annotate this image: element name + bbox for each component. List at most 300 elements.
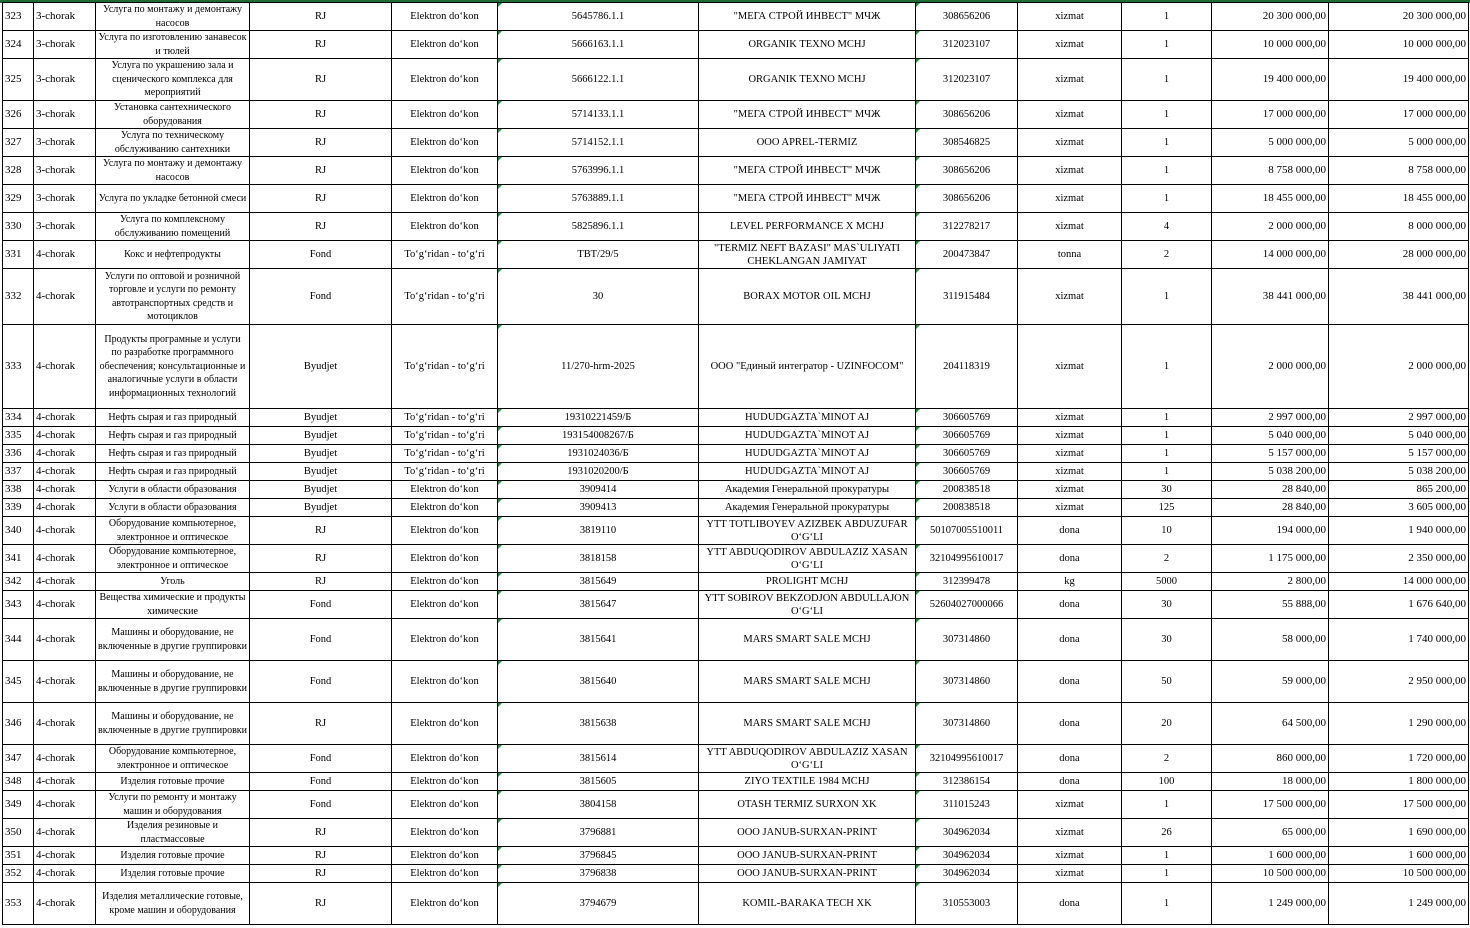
procurement-method-cell[interactable]: Elektron do‘kon xyxy=(392,847,498,865)
quantity-cell[interactable]: 1 xyxy=(1122,269,1212,325)
contract-number-cell[interactable]: 3818158 xyxy=(498,545,699,573)
quarter-cell[interactable]: 4-chorak xyxy=(34,481,96,499)
item-name-cell[interactable]: Машины и оборудование, не включенные в другие группировки xyxy=(96,703,250,745)
unit-price-cell[interactable]: 20 300 000,00 xyxy=(1212,3,1329,31)
procurement-method-cell[interactable]: Elektron do‘kon xyxy=(392,101,498,129)
item-name-cell[interactable]: Продукты програмные и услуги по разработке программного обеспечения; консультационные и аналогичные услуги в области информационных технологий xyxy=(96,325,250,409)
quarter-cell[interactable]: 4-chorak xyxy=(34,445,96,463)
funding-source-cell[interactable]: RJ xyxy=(250,3,392,31)
row-number-cell[interactable]: 350 xyxy=(3,819,34,847)
procurement-method-cell[interactable]: To‘g‘ridan - to‘g‘ri xyxy=(392,427,498,445)
quantity-cell[interactable]: 30 xyxy=(1122,591,1212,619)
unit-cell[interactable]: dona xyxy=(1018,773,1122,791)
total-amount-cell[interactable]: 10 500 000,00 xyxy=(1329,865,1469,883)
row-number-cell[interactable]: 346 xyxy=(3,703,34,745)
funding-source-cell[interactable]: RJ xyxy=(250,545,392,573)
unit-cell[interactable]: dona xyxy=(1018,517,1122,545)
quarter-cell[interactable]: 4-chorak xyxy=(34,619,96,661)
funding-source-cell[interactable]: Byudjet xyxy=(250,445,392,463)
quarter-cell[interactable]: 4-chorak xyxy=(34,463,96,481)
quantity-cell[interactable]: 50 xyxy=(1122,661,1212,703)
quantity-cell[interactable]: 2 xyxy=(1122,545,1212,573)
contract-number-cell[interactable]: 3804158 xyxy=(498,791,699,819)
quantity-cell[interactable]: 1 xyxy=(1122,427,1212,445)
unit-cell[interactable]: xizmat xyxy=(1018,499,1122,517)
supplier-name-cell[interactable]: YTT TOTLIBOYEV AZIZBEK ABDUZUFAR O‘G‘LI xyxy=(699,517,916,545)
row-number-cell[interactable]: 344 xyxy=(3,619,34,661)
quantity-cell[interactable]: 30 xyxy=(1122,481,1212,499)
unit-price-cell[interactable]: 8 758 000,00 xyxy=(1212,157,1329,185)
supplier-name-cell[interactable]: HUDUDGAZTA`MINOT AJ xyxy=(699,427,916,445)
funding-source-cell[interactable]: Byudjet xyxy=(250,499,392,517)
procurement-method-cell[interactable]: To‘g‘ridan - to‘g‘ri xyxy=(392,409,498,427)
quantity-cell[interactable]: 1 xyxy=(1122,185,1212,213)
row-number-cell[interactable]: 335 xyxy=(3,427,34,445)
item-name-cell[interactable]: Услуга по монтажу и демонтажу насосов xyxy=(96,157,250,185)
supplier-name-cell[interactable]: "МЕГА СТРОЙ ИНВЕСТ" МЧЖ xyxy=(699,101,916,129)
supplier-inn-cell[interactable]: 312399478 xyxy=(916,573,1018,591)
supplier-name-cell[interactable]: "МЕГА СТРОЙ ИНВЕСТ" МЧЖ xyxy=(699,157,916,185)
supplier-name-cell[interactable]: "МЕГА СТРОЙ ИНВЕСТ" МЧЖ xyxy=(699,3,916,31)
supplier-inn-cell[interactable]: 308656206 xyxy=(916,3,1018,31)
total-amount-cell[interactable]: 1 290 000,00 xyxy=(1329,703,1469,745)
item-name-cell[interactable]: Услуги по ремонту и монтажу машин и оборудования xyxy=(96,791,250,819)
total-amount-cell[interactable]: 10 000 000,00 xyxy=(1329,31,1469,59)
unit-cell[interactable]: xizmat xyxy=(1018,269,1122,325)
total-amount-cell[interactable]: 5 157 000,00 xyxy=(1329,445,1469,463)
supplier-inn-cell[interactable]: 304962034 xyxy=(916,865,1018,883)
contract-number-cell[interactable]: 5645786.1.1 xyxy=(498,3,699,31)
procurement-method-cell[interactable]: Elektron do‘kon xyxy=(392,819,498,847)
unit-price-cell[interactable]: 860 000,00 xyxy=(1212,745,1329,773)
item-name-cell[interactable]: Оборудование компьютерное, электронное и оптическое xyxy=(96,517,250,545)
unit-cell[interactable]: xizmat xyxy=(1018,445,1122,463)
row-number-cell[interactable]: 330 xyxy=(3,213,34,241)
quarter-cell[interactable]: 4-chorak xyxy=(34,745,96,773)
total-amount-cell[interactable]: 14 000 000,00 xyxy=(1329,573,1469,591)
unit-price-cell[interactable]: 2 800,00 xyxy=(1212,573,1329,591)
item-name-cell[interactable]: Уголь xyxy=(96,573,250,591)
quantity-cell[interactable]: 1 xyxy=(1122,445,1212,463)
quarter-cell[interactable]: 4-chorak xyxy=(34,517,96,545)
unit-price-cell[interactable]: 10 500 000,00 xyxy=(1212,865,1329,883)
quantity-cell[interactable]: 1 xyxy=(1122,463,1212,481)
total-amount-cell[interactable]: 5 040 000,00 xyxy=(1329,427,1469,445)
contract-number-cell[interactable]: 5666122.1.1 xyxy=(498,59,699,101)
quarter-cell[interactable]: 4-chorak xyxy=(34,883,96,925)
quantity-cell[interactable]: 1 xyxy=(1122,157,1212,185)
funding-source-cell[interactable]: RJ xyxy=(250,517,392,545)
total-amount-cell[interactable]: 1 800 000,00 xyxy=(1329,773,1469,791)
supplier-name-cell[interactable]: LEVEL PERFORMANCE X MCHJ xyxy=(699,213,916,241)
supplier-inn-cell[interactable]: 200838518 xyxy=(916,481,1018,499)
supplier-name-cell[interactable]: HUDUDGAZTA`MINOT AJ xyxy=(699,445,916,463)
funding-source-cell[interactable]: Fond xyxy=(250,745,392,773)
unit-price-cell[interactable]: 28 840,00 xyxy=(1212,499,1329,517)
supplier-name-cell[interactable]: ORGANIK TEXNO MCHJ xyxy=(699,31,916,59)
supplier-inn-cell[interactable]: 308656206 xyxy=(916,185,1018,213)
supplier-name-cell[interactable]: OOO JANUB-SURXAN-PRINT xyxy=(699,865,916,883)
unit-cell[interactable]: xizmat xyxy=(1018,185,1122,213)
unit-cell[interactable]: xizmat xyxy=(1018,463,1122,481)
funding-source-cell[interactable]: Byudjet xyxy=(250,427,392,445)
item-name-cell[interactable]: Кокс и нефтепродукты xyxy=(96,241,250,269)
supplier-name-cell[interactable]: MARS SMART SALE MCHJ xyxy=(699,703,916,745)
funding-source-cell[interactable]: RJ xyxy=(250,129,392,157)
procurement-method-cell[interactable]: To‘g‘ridan - to‘g‘ri xyxy=(392,445,498,463)
supplier-name-cell[interactable]: Академия Генеральной прокуратуры xyxy=(699,481,916,499)
row-number-cell[interactable]: 345 xyxy=(3,661,34,703)
item-name-cell[interactable]: Вещества химические и продукты химические xyxy=(96,591,250,619)
unit-cell[interactable]: xizmat xyxy=(1018,3,1122,31)
quarter-cell[interactable]: 4-chorak xyxy=(34,819,96,847)
procurement-method-cell[interactable]: Elektron do‘kon xyxy=(392,703,498,745)
procurement-method-cell[interactable]: Elektron do‘kon xyxy=(392,129,498,157)
item-name-cell[interactable]: Услуги в области образования xyxy=(96,481,250,499)
total-amount-cell[interactable]: 38 441 000,00 xyxy=(1329,269,1469,325)
unit-price-cell[interactable]: 1 249 000,00 xyxy=(1212,883,1329,925)
funding-source-cell[interactable]: RJ xyxy=(250,213,392,241)
funding-source-cell[interactable]: RJ xyxy=(250,819,392,847)
quantity-cell[interactable]: 1 xyxy=(1122,101,1212,129)
contract-number-cell[interactable]: 5666163.1.1 xyxy=(498,31,699,59)
row-number-cell[interactable]: 336 xyxy=(3,445,34,463)
supplier-inn-cell[interactable]: 200838518 xyxy=(916,499,1018,517)
item-name-cell[interactable]: Услуга по украшению зала и сценического комплекса для мероприятий xyxy=(96,59,250,101)
funding-source-cell[interactable]: Fond xyxy=(250,269,392,325)
quantity-cell[interactable]: 100 xyxy=(1122,773,1212,791)
unit-price-cell[interactable]: 65 000,00 xyxy=(1212,819,1329,847)
contract-number-cell[interactable]: 1931024036/Б xyxy=(498,445,699,463)
contract-number-cell[interactable]: 3796845 xyxy=(498,847,699,865)
supplier-name-cell[interactable]: YTT SOBIROV BEKZODJON ABDULLAJON O‘G‘LI xyxy=(699,591,916,619)
row-number-cell[interactable]: 351 xyxy=(3,847,34,865)
row-number-cell[interactable]: 331 xyxy=(3,241,34,269)
unit-price-cell[interactable]: 5 038 200,00 xyxy=(1212,463,1329,481)
unit-cell[interactable]: xizmat xyxy=(1018,59,1122,101)
quarter-cell[interactable]: 4-chorak xyxy=(34,865,96,883)
funding-source-cell[interactable]: RJ xyxy=(250,573,392,591)
procurement-method-cell[interactable]: Elektron do‘kon xyxy=(392,59,498,101)
supplier-inn-cell[interactable]: 306605769 xyxy=(916,463,1018,481)
total-amount-cell[interactable]: 17 500 000,00 xyxy=(1329,791,1469,819)
funding-source-cell[interactable]: RJ xyxy=(250,865,392,883)
quarter-cell[interactable]: 3-chorak xyxy=(34,213,96,241)
supplier-inn-cell[interactable]: 32104995610017 xyxy=(916,545,1018,573)
total-amount-cell[interactable]: 1 720 000,00 xyxy=(1329,745,1469,773)
supplier-inn-cell[interactable]: 204118319 xyxy=(916,325,1018,409)
supplier-inn-cell[interactable]: 308656206 xyxy=(916,157,1018,185)
unit-cell[interactable]: dona xyxy=(1018,619,1122,661)
supplier-inn-cell[interactable]: 312386154 xyxy=(916,773,1018,791)
row-number-cell[interactable]: 332 xyxy=(3,269,34,325)
procurement-method-cell[interactable]: Elektron do‘kon xyxy=(392,499,498,517)
procurement-method-cell[interactable]: Elektron do‘kon xyxy=(392,573,498,591)
row-number-cell[interactable]: 340 xyxy=(3,517,34,545)
unit-cell[interactable]: xizmat xyxy=(1018,325,1122,409)
supplier-inn-cell[interactable]: 307314860 xyxy=(916,619,1018,661)
supplier-name-cell[interactable]: "TERMIZ NEFT BAZASI" MAS`ULIYATI CHEKLANGAN JAMIYAT xyxy=(699,241,916,269)
total-amount-cell[interactable]: 1 740 000,00 xyxy=(1329,619,1469,661)
unit-cell[interactable]: xizmat xyxy=(1018,129,1122,157)
procurement-method-cell[interactable]: To‘g‘ridan - to‘g‘ri xyxy=(392,463,498,481)
unit-cell[interactable]: xizmat xyxy=(1018,157,1122,185)
contract-number-cell[interactable]: ТВТ/29/5 xyxy=(498,241,699,269)
contract-number-cell[interactable]: 5825896.1.1 xyxy=(498,213,699,241)
supplier-inn-cell[interactable]: 52604027000066 xyxy=(916,591,1018,619)
unit-cell[interactable]: xizmat xyxy=(1018,481,1122,499)
procurement-method-cell[interactable]: Elektron do‘kon xyxy=(392,545,498,573)
supplier-name-cell[interactable]: BORAX MOTOR OIL MCHJ xyxy=(699,269,916,325)
funding-source-cell[interactable]: Byudjet xyxy=(250,409,392,427)
item-name-cell[interactable]: Услуга по монтажу и демонтажу насосов xyxy=(96,3,250,31)
quarter-cell[interactable]: 4-chorak xyxy=(34,703,96,745)
unit-price-cell[interactable]: 2 000 000,00 xyxy=(1212,213,1329,241)
supplier-inn-cell[interactable]: 50107005510011 xyxy=(916,517,1018,545)
supplier-name-cell[interactable]: MARS SMART SALE MCHJ xyxy=(699,619,916,661)
procurement-method-cell[interactable]: Elektron do‘kon xyxy=(392,157,498,185)
quantity-cell[interactable]: 2 xyxy=(1122,241,1212,269)
contract-number-cell[interactable]: 193154008267/Б xyxy=(498,427,699,445)
funding-source-cell[interactable]: RJ xyxy=(250,847,392,865)
procurement-method-cell[interactable]: Elektron do‘kon xyxy=(392,3,498,31)
row-number-cell[interactable]: 347 xyxy=(3,745,34,773)
quarter-cell[interactable]: 4-chorak xyxy=(34,409,96,427)
quarter-cell[interactable]: 4-chorak xyxy=(34,773,96,791)
quarter-cell[interactable]: 4-chorak xyxy=(34,427,96,445)
unit-cell[interactable]: xizmat xyxy=(1018,791,1122,819)
supplier-inn-cell[interactable]: 311915484 xyxy=(916,269,1018,325)
funding-source-cell[interactable]: RJ xyxy=(250,59,392,101)
quantity-cell[interactable]: 1 xyxy=(1122,409,1212,427)
unit-price-cell[interactable]: 18 455 000,00 xyxy=(1212,185,1329,213)
total-amount-cell[interactable]: 3 605 000,00 xyxy=(1329,499,1469,517)
total-amount-cell[interactable]: 865 200,00 xyxy=(1329,481,1469,499)
procurement-method-cell[interactable]: Elektron do‘kon xyxy=(392,619,498,661)
item-name-cell[interactable]: Установка сантехнического оборудования xyxy=(96,101,250,129)
unit-cell[interactable]: dona xyxy=(1018,591,1122,619)
total-amount-cell[interactable]: 18 455 000,00 xyxy=(1329,185,1469,213)
unit-cell[interactable]: xizmat xyxy=(1018,31,1122,59)
contract-number-cell[interactable]: 19310221459/Б xyxy=(498,409,699,427)
supplier-name-cell[interactable]: KOMIL-BARAKA TECH XK xyxy=(699,883,916,925)
contract-number-cell[interactable]: 30 xyxy=(498,269,699,325)
quantity-cell[interactable]: 2 xyxy=(1122,745,1212,773)
contract-number-cell[interactable]: 3909413 xyxy=(498,499,699,517)
item-name-cell[interactable]: Машины и оборудование, не включенные в другие группировки xyxy=(96,661,250,703)
quarter-cell[interactable]: 4-chorak xyxy=(34,573,96,591)
unit-price-cell[interactable]: 19 400 000,00 xyxy=(1212,59,1329,101)
funding-source-cell[interactable]: Fond xyxy=(250,591,392,619)
supplier-name-cell[interactable]: "МЕГА СТРОЙ ИНВЕСТ" МЧЖ xyxy=(699,185,916,213)
funding-source-cell[interactable]: RJ xyxy=(250,31,392,59)
quantity-cell[interactable]: 1 xyxy=(1122,3,1212,31)
row-number-cell[interactable]: 329 xyxy=(3,185,34,213)
item-name-cell[interactable]: Оборудование компьютерное, электронное и оптическое xyxy=(96,745,250,773)
contract-number-cell[interactable]: 3815614 xyxy=(498,745,699,773)
funding-source-cell[interactable]: Byudjet xyxy=(250,463,392,481)
supplier-name-cell[interactable]: YTT ABDUQODIROV ABDULAZIZ XASAN O‘G‘LI xyxy=(699,545,916,573)
procurement-method-cell[interactable]: To‘g‘ridan - to‘g‘ri xyxy=(392,241,498,269)
procurement-method-cell[interactable]: Elektron do‘kon xyxy=(392,745,498,773)
supplier-name-cell[interactable]: YTT ABDUQODIROV ABDULAZIZ XASAN O‘G‘LI xyxy=(699,745,916,773)
unit-cell[interactable]: xizmat xyxy=(1018,847,1122,865)
funding-source-cell[interactable]: Fond xyxy=(250,241,392,269)
supplier-inn-cell[interactable]: 307314860 xyxy=(916,661,1018,703)
total-amount-cell[interactable]: 2 997 000,00 xyxy=(1329,409,1469,427)
quarter-cell[interactable]: 4-chorak xyxy=(34,847,96,865)
unit-price-cell[interactable]: 38 441 000,00 xyxy=(1212,269,1329,325)
item-name-cell[interactable]: Услуги в области образования xyxy=(96,499,250,517)
row-number-cell[interactable]: 334 xyxy=(3,409,34,427)
supplier-inn-cell[interactable]: 307314860 xyxy=(916,703,1018,745)
contract-number-cell[interactable]: 1931020200/Б xyxy=(498,463,699,481)
row-number-cell[interactable]: 333 xyxy=(3,325,34,409)
supplier-inn-cell[interactable]: 312023107 xyxy=(916,31,1018,59)
supplier-name-cell[interactable]: MARS SMART SALE MCHJ xyxy=(699,661,916,703)
quantity-cell[interactable]: 30 xyxy=(1122,619,1212,661)
funding-source-cell[interactable]: Fond xyxy=(250,661,392,703)
funding-source-cell[interactable]: Fond xyxy=(250,791,392,819)
row-number-cell[interactable]: 348 xyxy=(3,773,34,791)
unit-price-cell[interactable]: 17 000 000,00 xyxy=(1212,101,1329,129)
row-number-cell[interactable]: 324 xyxy=(3,31,34,59)
funding-source-cell[interactable]: RJ xyxy=(250,883,392,925)
quantity-cell[interactable]: 5000 xyxy=(1122,573,1212,591)
contract-number-cell[interactable]: 3909414 xyxy=(498,481,699,499)
row-number-cell[interactable]: 328 xyxy=(3,157,34,185)
funding-source-cell[interactable]: RJ xyxy=(250,101,392,129)
supplier-inn-cell[interactable]: 310553003 xyxy=(916,883,1018,925)
supplier-inn-cell[interactable]: 308656206 xyxy=(916,101,1018,129)
row-number-cell[interactable]: 353 xyxy=(3,883,34,925)
supplier-name-cell[interactable]: OOO JANUB-SURXAN-PRINT xyxy=(699,847,916,865)
unit-cell[interactable]: dona xyxy=(1018,661,1122,703)
funding-source-cell[interactable]: RJ xyxy=(250,185,392,213)
unit-price-cell[interactable]: 58 000,00 xyxy=(1212,619,1329,661)
procurement-method-cell[interactable]: To‘g‘ridan - to‘g‘ri xyxy=(392,269,498,325)
funding-source-cell[interactable]: Fond xyxy=(250,619,392,661)
contract-number-cell[interactable]: 5714152.1.1 xyxy=(498,129,699,157)
item-name-cell[interactable]: Изделия готовые прочие xyxy=(96,773,250,791)
contract-number-cell[interactable]: 3796838 xyxy=(498,865,699,883)
procurement-method-cell[interactable]: Elektron do‘kon xyxy=(392,791,498,819)
procurement-method-cell[interactable]: Elektron do‘kon xyxy=(392,591,498,619)
row-number-cell[interactable]: 349 xyxy=(3,791,34,819)
quantity-cell[interactable]: 1 xyxy=(1122,31,1212,59)
row-number-cell[interactable]: 341 xyxy=(3,545,34,573)
item-name-cell[interactable]: Услуга по укладке бетонной смеси xyxy=(96,185,250,213)
item-name-cell[interactable]: Услуга по техническому обслуживанию сантехники xyxy=(96,129,250,157)
procurement-method-cell[interactable]: Elektron do‘kon xyxy=(392,213,498,241)
unit-price-cell[interactable]: 59 000,00 xyxy=(1212,661,1329,703)
total-amount-cell[interactable]: 2 000 000,00 xyxy=(1329,325,1469,409)
unit-price-cell[interactable]: 28 840,00 xyxy=(1212,481,1329,499)
funding-source-cell[interactable]: RJ xyxy=(250,157,392,185)
unit-price-cell[interactable]: 5 000 000,00 xyxy=(1212,129,1329,157)
quarter-cell[interactable]: 4-chorak xyxy=(34,499,96,517)
supplier-inn-cell[interactable]: 306605769 xyxy=(916,427,1018,445)
contract-number-cell[interactable]: 3796881 xyxy=(498,819,699,847)
unit-cell[interactable]: kg xyxy=(1018,573,1122,591)
unit-cell[interactable]: tonna xyxy=(1018,241,1122,269)
quantity-cell[interactable]: 1 xyxy=(1122,883,1212,925)
total-amount-cell[interactable]: 28 000 000,00 xyxy=(1329,241,1469,269)
unit-price-cell[interactable]: 17 500 000,00 xyxy=(1212,791,1329,819)
contract-number-cell[interactable]: 3815640 xyxy=(498,661,699,703)
item-name-cell[interactable]: Услуга по комплексному обслуживанию помещений xyxy=(96,213,250,241)
item-name-cell[interactable]: Изделия резиновые и пластмассовые xyxy=(96,819,250,847)
unit-cell[interactable]: xizmat xyxy=(1018,213,1122,241)
quantity-cell[interactable]: 1 xyxy=(1122,791,1212,819)
funding-source-cell[interactable]: Fond xyxy=(250,773,392,791)
unit-cell[interactable]: dona xyxy=(1018,545,1122,573)
item-name-cell[interactable]: Нефть сырая и газ природный xyxy=(96,463,250,481)
procurement-method-cell[interactable]: Elektron do‘kon xyxy=(392,865,498,883)
quarter-cell[interactable]: 3-chorak xyxy=(34,3,96,31)
supplier-inn-cell[interactable]: 312278217 xyxy=(916,213,1018,241)
supplier-inn-cell[interactable]: 200473847 xyxy=(916,241,1018,269)
supplier-name-cell[interactable]: HUDUDGAZTA`MINOT AJ xyxy=(699,463,916,481)
unit-price-cell[interactable]: 1 600 000,00 xyxy=(1212,847,1329,865)
contract-number-cell[interactable]: 3815649 xyxy=(498,573,699,591)
total-amount-cell[interactable]: 5 000 000,00 xyxy=(1329,129,1469,157)
supplier-inn-cell[interactable]: 311015243 xyxy=(916,791,1018,819)
quantity-cell[interactable]: 26 xyxy=(1122,819,1212,847)
supplier-name-cell[interactable]: PROLIGHT MCHJ xyxy=(699,573,916,591)
unit-cell[interactable]: xizmat xyxy=(1018,819,1122,847)
item-name-cell[interactable]: Услуга по изготовлению занавесок и тюлей xyxy=(96,31,250,59)
total-amount-cell[interactable]: 2 350 000,00 xyxy=(1329,545,1469,573)
unit-cell[interactable]: dona xyxy=(1018,703,1122,745)
contract-number-cell[interactable]: 3815647 xyxy=(498,591,699,619)
row-number-cell[interactable]: 338 xyxy=(3,481,34,499)
supplier-inn-cell[interactable]: 308546825 xyxy=(916,129,1018,157)
supplier-name-cell[interactable]: HUDUDGAZTA`MINOT AJ xyxy=(699,409,916,427)
unit-price-cell[interactable]: 18 000,00 xyxy=(1212,773,1329,791)
unit-cell[interactable]: xizmat xyxy=(1018,101,1122,129)
item-name-cell[interactable]: Изделия металлические готовые, кроме машин и оборудования xyxy=(96,883,250,925)
item-name-cell[interactable]: Изделия готовые прочие xyxy=(96,865,250,883)
row-number-cell[interactable]: 326 xyxy=(3,101,34,129)
total-amount-cell[interactable]: 2 950 000,00 xyxy=(1329,661,1469,703)
supplier-name-cell[interactable]: ООО "Единый интегратор - UZINFOCOM" xyxy=(699,325,916,409)
quarter-cell[interactable]: 3-chorak xyxy=(34,129,96,157)
item-name-cell[interactable]: Оборудование компьютерное, электронное и оптическое xyxy=(96,545,250,573)
quarter-cell[interactable]: 4-chorak xyxy=(34,591,96,619)
contract-number-cell[interactable]: 3794679 xyxy=(498,883,699,925)
item-name-cell[interactable]: Нефть сырая и газ природный xyxy=(96,427,250,445)
quarter-cell[interactable]: 4-chorak xyxy=(34,325,96,409)
procurement-method-cell[interactable]: Elektron do‘kon xyxy=(392,883,498,925)
quarter-cell[interactable]: 4-chorak xyxy=(34,269,96,325)
unit-price-cell[interactable]: 2 000 000,00 xyxy=(1212,325,1329,409)
quantity-cell[interactable]: 1 xyxy=(1122,847,1212,865)
procurement-method-cell[interactable]: Elektron do‘kon xyxy=(392,185,498,213)
quarter-cell[interactable]: 3-chorak xyxy=(34,101,96,129)
supplier-name-cell[interactable]: OOO JANUB-SURXAN-PRINT xyxy=(699,819,916,847)
quarter-cell[interactable]: 4-chorak xyxy=(34,661,96,703)
supplier-name-cell[interactable]: ORGANIK TEXNO MCHJ xyxy=(699,59,916,101)
unit-price-cell[interactable]: 10 000 000,00 xyxy=(1212,31,1329,59)
supplier-inn-cell[interactable]: 32104995610017 xyxy=(916,745,1018,773)
quarter-cell[interactable]: 3-chorak xyxy=(34,31,96,59)
contract-number-cell[interactable]: 5763889.1.1 xyxy=(498,185,699,213)
total-amount-cell[interactable]: 17 000 000,00 xyxy=(1329,101,1469,129)
unit-price-cell[interactable]: 5 157 000,00 xyxy=(1212,445,1329,463)
procurement-method-cell[interactable]: Elektron do‘kon xyxy=(392,661,498,703)
procurement-method-cell[interactable]: To‘g‘ridan - to‘g‘ri xyxy=(392,325,498,409)
